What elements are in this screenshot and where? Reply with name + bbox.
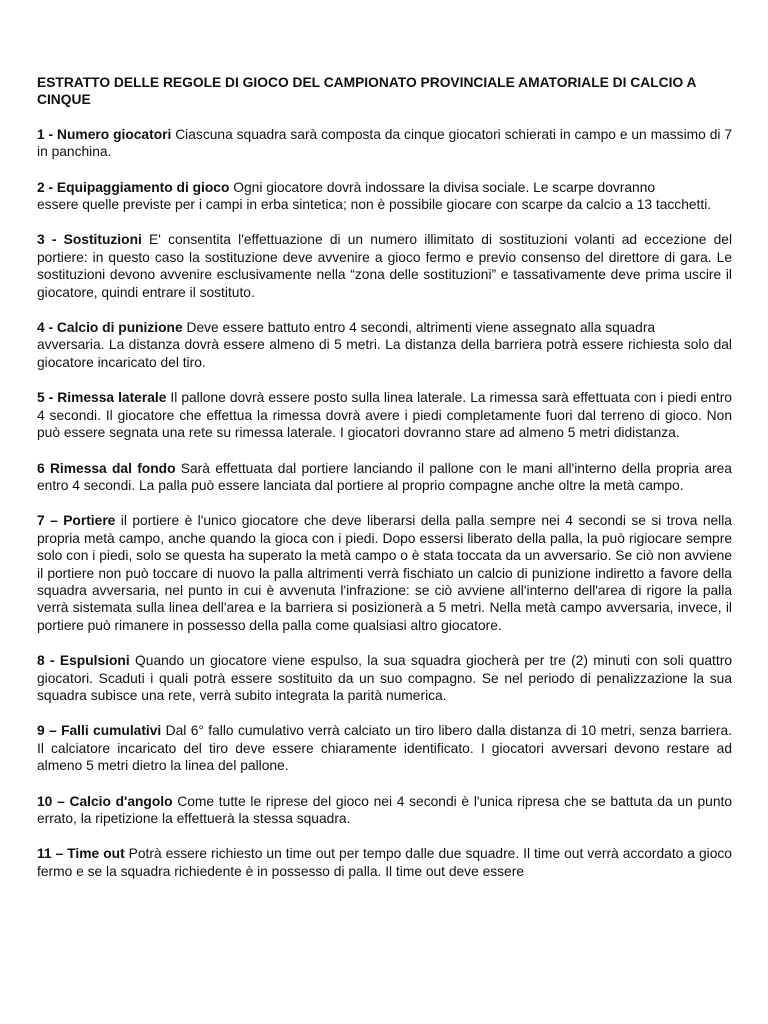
rule-line [37, 179, 732, 196]
rule-text: Quando un giocatore viene espulso, la sua squadra giocherà per tre (2) minuti con soli quattro giocatori. Scaduti i quali potrà essere sostituito da un suo compagno. Se nel periodo di penalizzazione la sua squadra subisce una rete, verrà subito integrata la parità numerica. [37, 653, 732, 703]
rule-text: essere quelle previste per i campi in erba sintetica; non è possibile giocare con scarpe da calcio a 13 tacchetti. [37, 197, 712, 213]
rule-heading: 1 - Numero giocatori [37, 126, 172, 142]
rule-text: E' consentita l'effettuazione di un numero illimitato di sostituzioni volanti ad eccezione del portiere: in questo caso la sostituzione deve avvenire a gioco fermo e previo consenso del direttore di gara. Le sostituzioni devono avvenire esclusivamente nella “zona delle sostituzioni” e tassativamente deve prima uscire il giocatore, quindi entrare il sostituto. [37, 232, 733, 300]
rule-heading: 4 - Calcio di punizione [37, 320, 183, 336]
rule-paragraph [37, 179, 732, 214]
rule-text: Ciascuna squadra sarà composta da cinque giocatori schierati in campo e un massimo di 7 in panchina. [37, 126, 732, 160]
rule-text: Sarà effettuata dal portiere lanciando il pallone con le mani all'interno della propria area entro 4 secondi. La palla può essere lanciata dal portiere al proprio compagne anche oltre la metà campo. [37, 460, 732, 493]
rule-paragraph [37, 126, 732, 161]
rule-heading: 6 Rimessa dal fondo [37, 460, 176, 476]
rule-paragraph [37, 845, 732, 880]
document-title: ESTRATTO DELLE REGOLE DI GIOCO DEL CAMPIONATO PROVINCIALE AMATORIALE DI CALCIO A CINQUE [37, 75, 696, 108]
rule-text: avversaria. La distanza dovrà essere almeno di 5 metri. La distanza della barriera potrà essere richiesta solo dal giocatore incaricato del tiro. [37, 337, 732, 370]
rule-line [37, 460, 732, 495]
rule-line [37, 652, 732, 704]
rule-heading: 7 – Portiere [37, 513, 116, 529]
rule-text: Come tutte le riprese del gioco nei 4 secondi è l'unica ripresa che se battuta da un punto errato, la ripetizione la effettuerà la stessa squadra. [37, 793, 732, 826]
rule-text: Potrà essere richiesto un time out per tempo dalle due squadre. Il time out verrà accordato a gioco fermo e se la squadra richiedente è in possesso di palla. Il time out deve essere [37, 846, 732, 879]
rule-line [37, 196, 732, 213]
rule-heading: 10 – Calcio d'angolo [37, 793, 173, 809]
rule-paragraph [37, 319, 732, 371]
rule-paragraph [37, 512, 732, 634]
rule-heading: 9 – Falli cumulativi [37, 723, 162, 739]
rule-text: Ogni giocatore dovrà indossare la divisa sociale. Le scarpe dovranno [233, 179, 656, 195]
document-page [37, 74, 732, 898]
rule-heading: 8 - Espulsioni [37, 653, 130, 669]
rule-paragraph [37, 460, 732, 495]
rule-line [37, 126, 732, 161]
rule-heading: 11 – Time out [37, 846, 125, 862]
rule-text: Deve essere battuto entro 4 secondi, altrimenti viene assegnato alla squadra [186, 320, 656, 336]
rule-line [37, 722, 732, 774]
rule-line [37, 845, 732, 880]
rule-text: Il pallone dovrà essere posto sulla linea laterale. La rimessa sarà effettuata con i piedi entro 4 secondi. Il giocatore che effettua la rimessa dovrà avere i piedi completamente fuori dal terreno di gioco. Non può essere segnata una rete su rimessa laterale. I giocatori dovranno stare ad almeno 5 metri didistanza. [37, 390, 732, 441]
rule-line [37, 793, 732, 828]
rule-paragraph [37, 652, 732, 704]
rule-paragraph [37, 793, 732, 828]
rule-line [37, 319, 732, 336]
rule-line [37, 512, 732, 634]
rule-heading: 2 - Equipaggiamento di gioco [37, 179, 230, 195]
rule-text: Dal 6° fallo cumulativo verrà calciato un tiro libero dalla distanza di 10 metri, senza barriera. Il calciatore incaricato del tiro deve essere chiaramente identificato. I giocatori avversari devono restare ad almeno 5 metri dietro la linea del pallone. [37, 723, 732, 774]
rule-line [37, 389, 732, 441]
rule-line [37, 336, 732, 371]
rule-paragraph [37, 389, 732, 441]
rule-text: il portiere è l'unico giocatore che deve liberarsi della palla sempre nei 4 secondi se si trova nella propria metà campo, anche quando la gioca con i piedi. Dopo essersi liberato della palla, la può rigiocare sempre solo con i piedi, solo se questa ha superato la metà campo o è stata toccata da un avversario. Se ciò non avviene il portiere non può toccare di nuovo la palla altrimenti verrà fischiato un calcio di punizione indiretto a favore della squadra avversaria, nel punto in cui è avvenuta l'infrazione: se ciò avviene all'interno dell'area di rigore la palla verrà sistemata sulla linea dell'area e la barriera si posizionerà a 5 metri. Nella metà campo avversaria, invece, il portiere può rimanere in possesso della palla come qualsiasi altro giocatore. [37, 513, 732, 633]
rule-paragraph [37, 231, 732, 301]
rules-list [37, 126, 732, 880]
rule-paragraph [37, 722, 732, 774]
rule-heading: 5 - Rimessa laterale [37, 390, 167, 406]
rule-heading: 3 - Sostituzioni [37, 232, 142, 248]
rule-line [37, 231, 732, 301]
